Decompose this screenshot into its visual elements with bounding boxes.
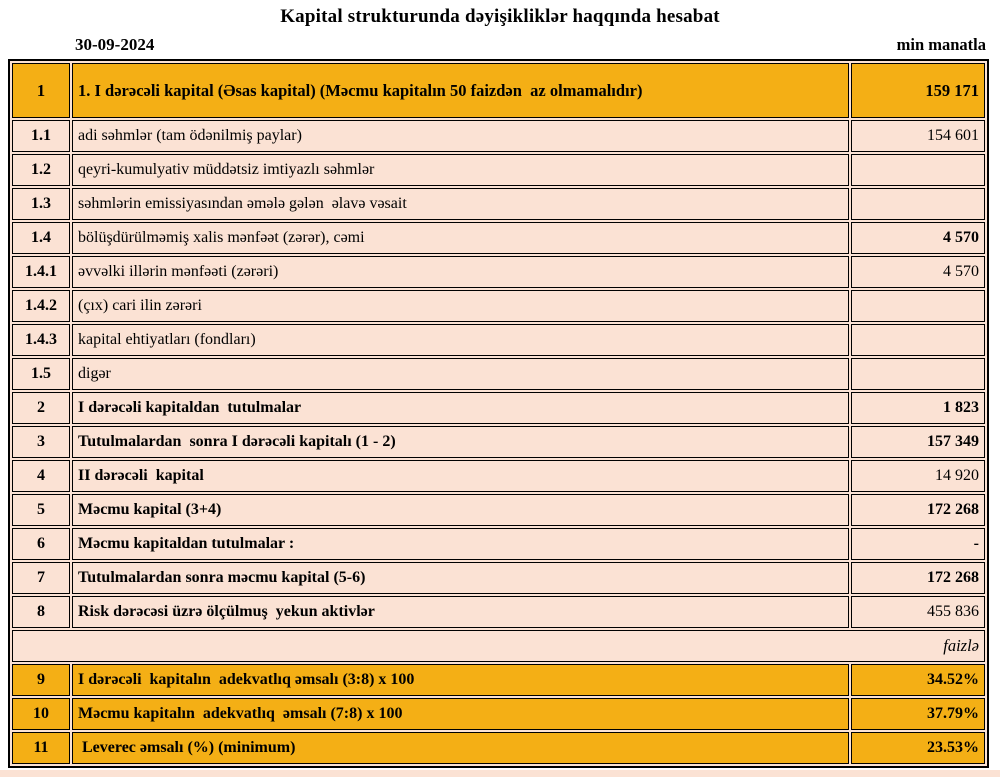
row-value-cell: 455 836: [851, 596, 985, 628]
row-label-cell: əvvəlki illərin mənfəəti (zərəri): [72, 256, 849, 288]
table-row: [12, 562, 985, 594]
row-label-cell: Məcmu kapitaldan tutulmalar :: [72, 528, 849, 560]
row-number-cell: 1.1: [12, 120, 70, 152]
row-value-cell: [851, 358, 985, 390]
row-number-cell: 1.4.3: [12, 324, 70, 356]
row-number-cell: 2: [12, 392, 70, 424]
row-value-cell: 172 268: [851, 494, 985, 526]
table-row: [12, 290, 985, 322]
row-value-cell: [851, 324, 985, 356]
table-row: [12, 460, 985, 492]
row-number-cell: 7: [12, 562, 70, 594]
row-label-cell: kapital ehtiyatları (fondları): [72, 324, 849, 356]
row-label-cell: Tutulmalardan sonra I dərəcəli kapitalı (1 - 2): [72, 426, 849, 458]
row-value-cell: [851, 290, 985, 322]
table-row: [12, 528, 985, 560]
row-label-cell: (çıx) cari ilin zərəri: [72, 290, 849, 322]
row-number-cell: 1.5: [12, 358, 70, 390]
row-value-cell: 37.79%: [851, 698, 985, 730]
row-label-cell: adi səhmlər (tam ödənilmiş paylar): [72, 120, 849, 152]
row-value-cell: 1 823: [851, 392, 985, 424]
table-row: [12, 392, 985, 424]
row-label-cell: Leverec əmsalı (%) (minimum): [72, 732, 849, 764]
row-label-cell: I dərəcəli kapitaldan tutulmalar: [72, 392, 849, 424]
row-label-cell: II dərəcəli kapital: [72, 460, 849, 492]
row-label-cell: səhmlərin emissiyasından əmələ gələn əlavə vəsait: [72, 188, 849, 220]
table-row: [12, 120, 985, 152]
row-value-cell: 157 349: [851, 426, 985, 458]
row-number-cell: 1.4: [12, 222, 70, 254]
table-row: [12, 732, 985, 764]
table-row: [12, 426, 985, 458]
row-value-cell: 23.53%: [851, 732, 985, 764]
row-label-cell: I dərəcəli kapitalın adekvatlıq əmsalı (3:8) x 100: [72, 664, 849, 696]
table-row: [12, 664, 985, 696]
row-value-cell: 4 570: [851, 222, 985, 254]
bottom-strip: [0, 770, 1000, 777]
row-label-cell: Məcmu kapital (3+4): [72, 494, 849, 526]
row-number-cell: 6: [12, 528, 70, 560]
row-label-cell: bölüşdürülməmiş xalis mənfəət (zərər), cəmi: [72, 222, 849, 254]
row-value-cell: [851, 154, 985, 186]
row-label-cell: Məcmu kapitalın adekvatlıq əmsalı (7:8) x 100: [72, 698, 849, 730]
row-number-cell: 1.4.2: [12, 290, 70, 322]
row-value-cell: 14 920: [851, 460, 985, 492]
row-label-cell: 1. I dərəcəli kapital (Əsas kapital) (Məcmu kapitalın 50 faizdən az olmamalıdır): [72, 63, 849, 118]
row-value-cell: 34.52%: [851, 664, 985, 696]
unit-label: min manatla: [896, 35, 986, 54]
table-row: [12, 324, 985, 356]
row-value-cell: -: [851, 528, 985, 560]
table-row: [12, 222, 985, 254]
row-number-cell: 1.4.1: [12, 256, 70, 288]
subheader: [8, 35, 986, 55]
percent-note: faizlə: [12, 630, 985, 662]
table-row: [12, 698, 985, 730]
table-row: [12, 188, 985, 220]
capital-structure-table: [8, 59, 989, 768]
report-date: 30-09-2024: [75, 35, 155, 54]
table-row: [12, 494, 985, 526]
percent-note-row: [12, 630, 985, 662]
row-label-cell: Tutulmalardan sonra məcmu kapital (5-6): [72, 562, 849, 594]
page-title: Kapital strukturunda dəyişikliklər haqqında hesabat: [280, 6, 720, 27]
row-value-cell: 159 171: [851, 63, 985, 118]
table-row: [12, 358, 985, 390]
row-label-cell: Risk dərəcəsi üzrə ölçülmuş yekun aktivlər: [72, 596, 849, 628]
table-row: [12, 154, 985, 186]
row-number-cell: 5: [12, 494, 70, 526]
row-label-cell: digər: [72, 358, 849, 390]
row-number-cell: 1.3: [12, 188, 70, 220]
row-number-cell: 8: [12, 596, 70, 628]
row-number-cell: 10: [12, 698, 70, 730]
row-number-cell: 9: [12, 664, 70, 696]
row-value-cell: 172 268: [851, 562, 985, 594]
table-row: [12, 596, 985, 628]
row-value-cell: 154 601: [851, 120, 985, 152]
row-number-cell: 3: [12, 426, 70, 458]
table-row: [12, 63, 985, 118]
row-number-cell: 11: [12, 732, 70, 764]
row-value-cell: 4 570: [851, 256, 985, 288]
row-number-cell: 1.2: [12, 154, 70, 186]
row-value-cell: [851, 188, 985, 220]
capital-table-body: [12, 63, 985, 764]
row-number-cell: 1: [12, 63, 70, 118]
row-number-cell: 4: [12, 460, 70, 492]
table-row: [12, 256, 985, 288]
row-label-cell: qeyri-kumulyativ müddətsiz imtiyazlı səhmlər: [72, 154, 849, 186]
